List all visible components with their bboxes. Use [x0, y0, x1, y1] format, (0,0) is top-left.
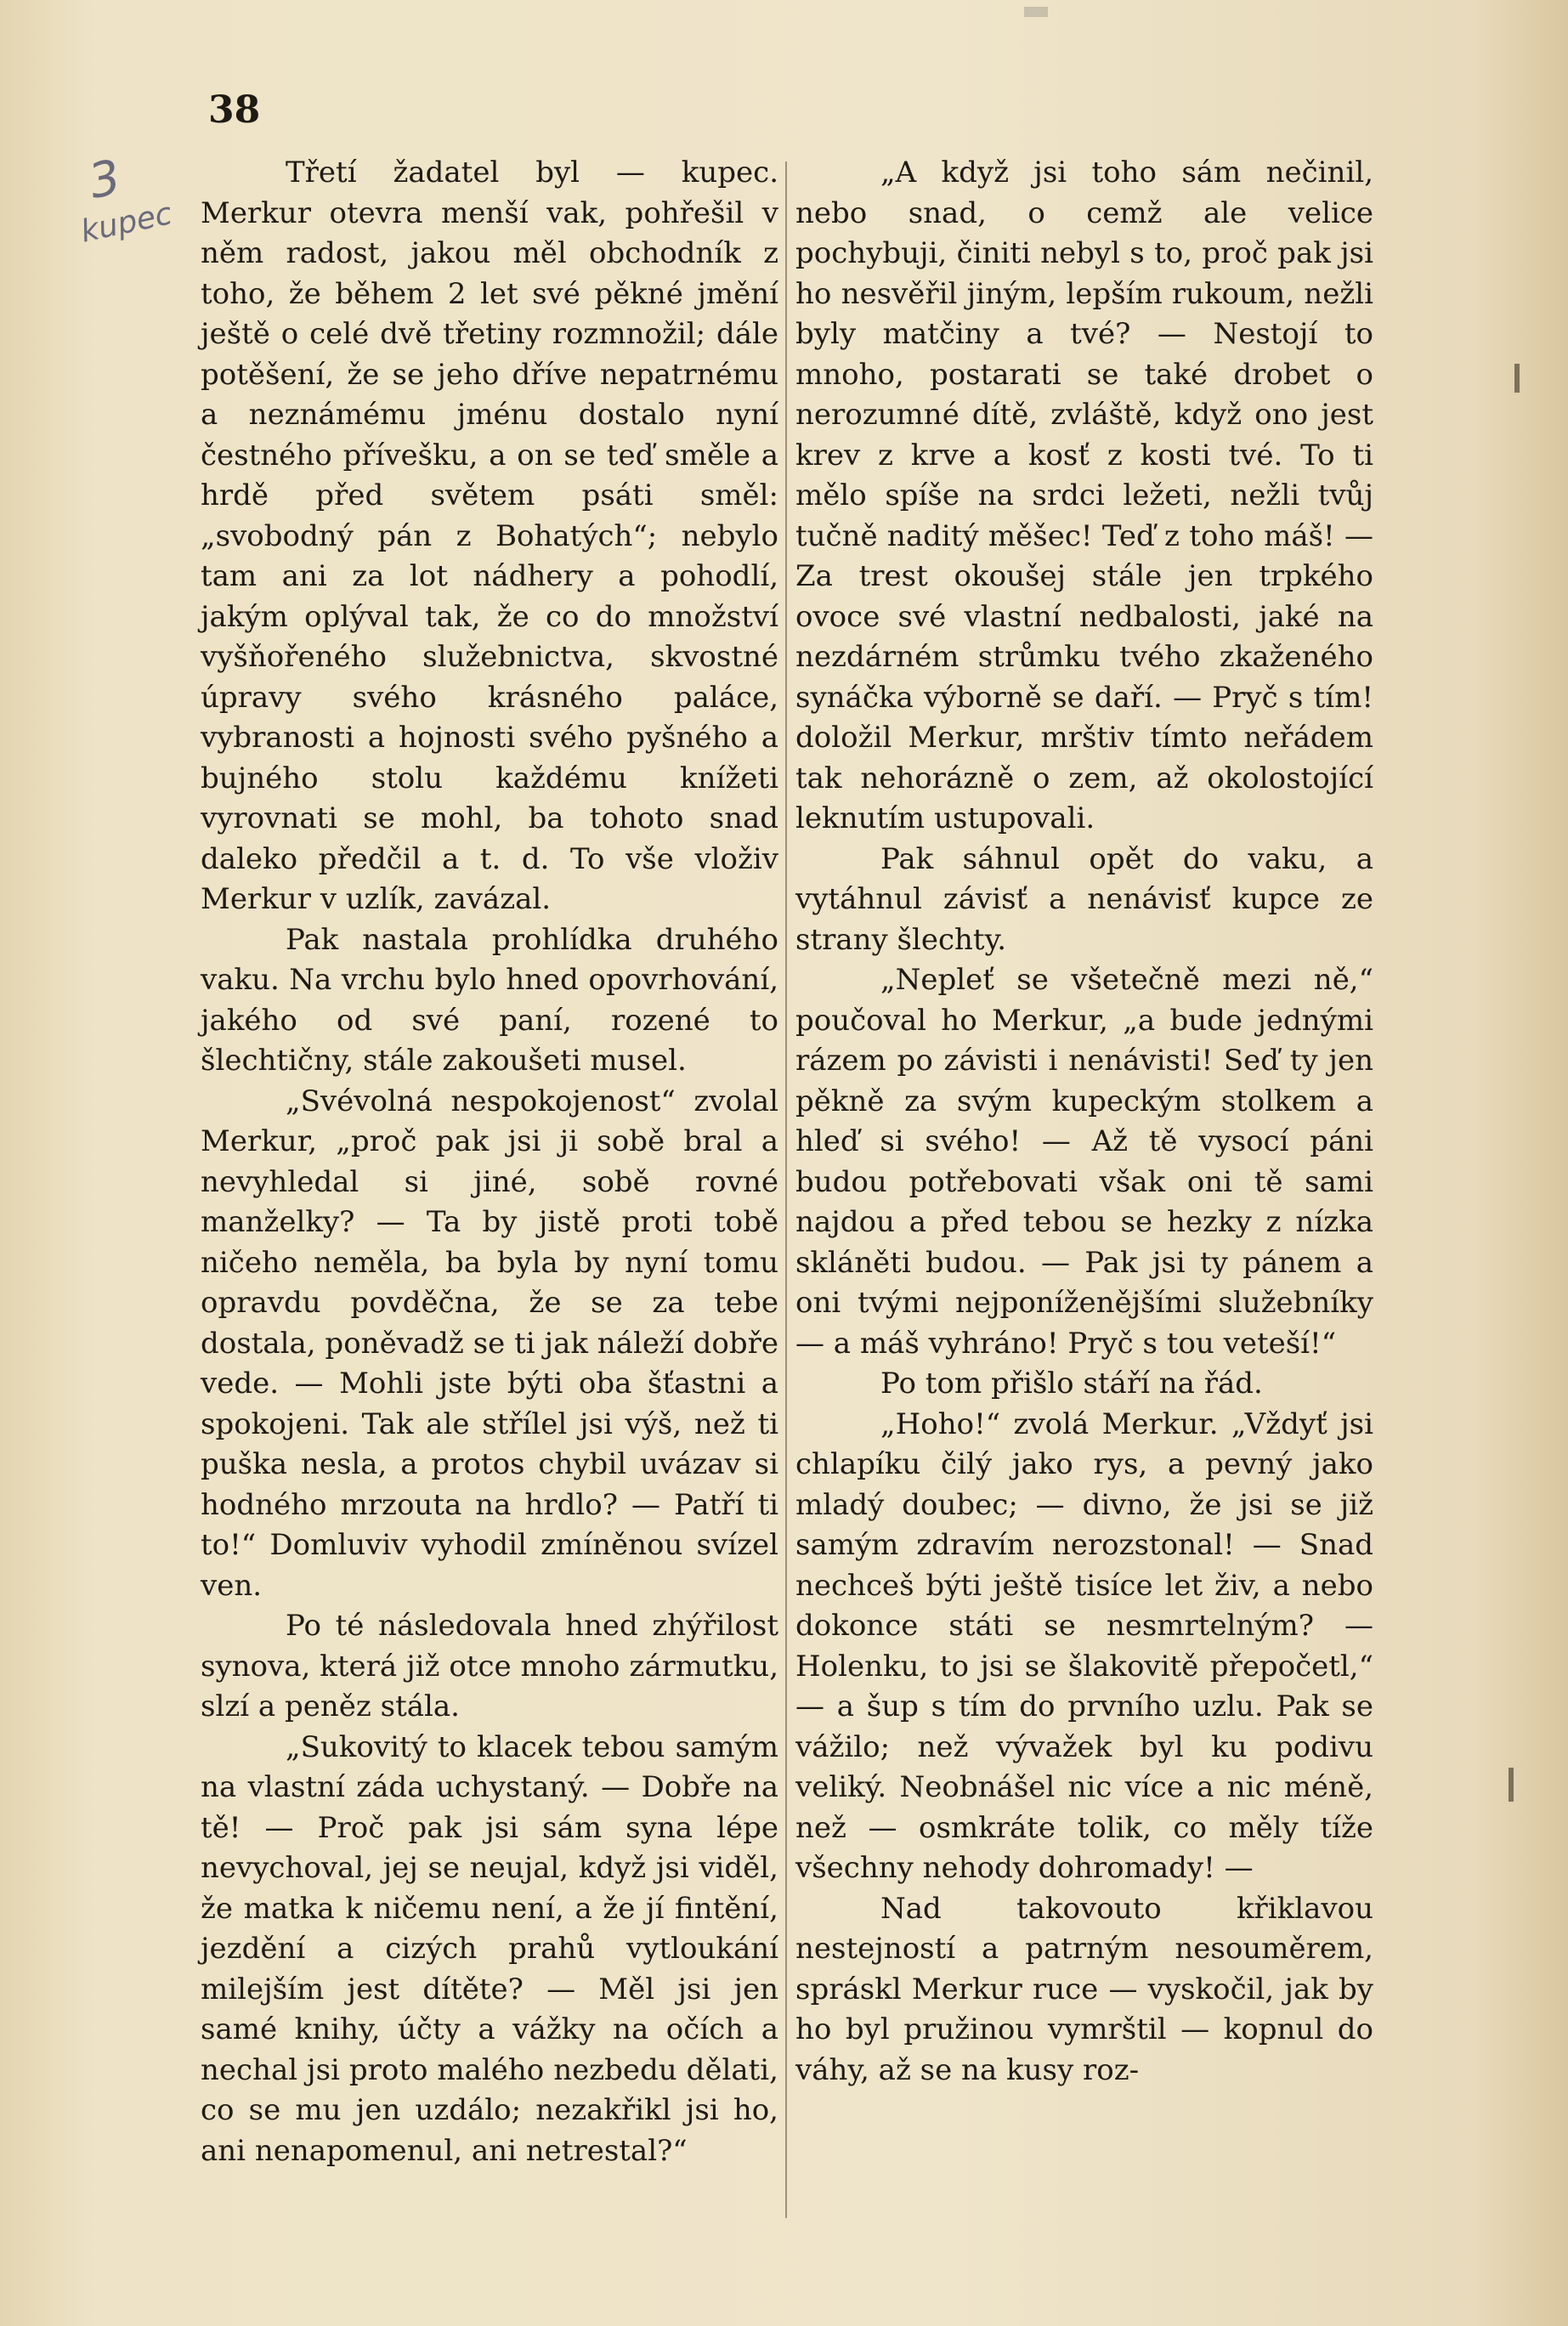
- right-text-column: [795, 153, 1373, 2091]
- margin-note-word: kupec: [77, 195, 176, 250]
- paragraph: Nad takovouto křiklavou nestejností a patrným nesouměrem, spráskl Merkur ruce — vyskočil, jak by ho byl pružinou vymrštil — kopnul do váhy, až se na kusy roz-: [795, 1891, 1373, 2087]
- paragraph: „Nepleť se všetečně mezi ně,“ poučoval ho Merkur, „a bude jednými rázem po závisti i nenávisti! Seď ty jen pěkně za svým kupeckým stolkem a hleď si svého! — Až tě vysocí páni budou potřebovati však oni tě sami najdou a před tebou se hezky z nízka skláněti budou. — Pak jsi ty pánem a oni tvými nejponíženějšími služebníky — a máš vyhráno! Pryč s tou veteší!“: [795, 963, 1373, 1361]
- margin-note-number: 3: [84, 150, 126, 211]
- left-text-column: [201, 153, 778, 2171]
- edge-ink-mark: [1514, 364, 1520, 393]
- paragraph: „A když jsi toho sám nečinil, nebo snad, o cemž ale velice pochybuji, činiti nebyl s to, proč pak jsi ho nesvěřil jiným, lepším rukoum, nežli byly matčiny a tvé? — Nestojí to mnoho, postarati se také drobet o nerozumné dítě, zvláště, když ono jest krev z krve a kosť z kosti tvé. To ti mělo spíše na srdci ležeti, nežli tvůj tučně naditý měšec! Teď z toho máš! — Za trest okoušej stále jen trpkého ovoce své vlastní nedbalosti, jaké na nezdárném strůmku tvého zkaženého synáčka výborně se daří. — Pryč s tím! doložil Merkur, mrštiv tímto neřádem tak nehorázně o zem, až okolostojící leknutím ustupovali.: [795, 156, 1373, 835]
- library-stamp-mark: [1024, 7, 1048, 17]
- paragraph: Po té následovala hned zhýřilost synova, která již otce mnoho zármutku, slzí a peněz stála.: [201, 1609, 778, 1723]
- paragraph: Po tom přišlo stáří na řád.: [880, 1367, 1263, 1401]
- paragraph: Pak sáhnul opět do vaku, a vytáhnul závisť a nenávisť kupce ze strany šlechty.: [795, 841, 1373, 957]
- page-number: 38: [208, 88, 261, 132]
- paragraph: „Sukovitý to klacek tebou samým na vlastní záda uchystaný. — Dobře na tě! — Proč pak jsi sám syna lépe nevychoval, jej se neujal, když jsi viděl, že matka k ničemu není, a že jí fintění, jezdění a cizých prahů vytloukání milejším jest dítěte? — Měl jsi jen samé knihy, účty a vážky na očích a nechal jsi proto malého nezbedu dělati, co se mu jen uzdálo; nezakřikl jsi ho, ani nenapomenul, ani netrestal?“: [201, 1729, 778, 2168]
- paragraph: „Hoho!“ zvolá Merkur. „Vždyť jsi chlapíku čilý jako rys, a pevný jako mladý doubec; — divno, že jsi se již samým zdravím nerozstonal! — Snad nechceš býti ještě tisíce let živ, a nebo dokonce státi se nesmrtelným? — Holenku, to jsi se šlakovitě přepočetl,“ — a šup s tím do prvního uzlu. Pak se vážilo; než vývažek byl ku podivu veliký. Neobnášel nic více a nic méně, než — osmkráte tolik, co měly tíže všechny nehody dohromady! —: [795, 1406, 1373, 1885]
- handwritten-margin-note: [66, 142, 175, 248]
- paragraph: Třetí žadatel byl — kupec. Merkur otevra menší vak, pohřešil v něm radost, jakou měl obchodník z toho, že během 2 let své pěkné jmění ještě o celé dvě třetiny rozmnožil; dále potěšení, že se jeho dříve nepatrnému a neznámému jménu dostalo nyní čestného přívešku, a on se teď směle a hrdě před světem psáti směl: „svobodný pán z Bohatých“; nebylo tam ani za lot nádhery a pohodlí, jakým oplýval tak, že co do množství vyšňořeného služebnictva, skvostné úpravy svého krásného paláce, vybranosti a hojnosti svého pyšného a bujného stolu každému knížeti vyrovnati se mohl, ba tohoto snad daleko předčil a t. d. To vše vloživ Merkur v uzlík, zavázal.: [201, 156, 778, 916]
- paragraph: Pak nastala prohlídka druhého vaku. Na vrchu bylo hned opovrhování, jakého od své paní, rozené to šlechtičny, stále zakoušeti musel.: [201, 922, 778, 1078]
- edge-ink-mark: [1509, 1768, 1514, 1802]
- paragraph: „Svévolná nespokojenost“ zvolal Merkur, „proč pak jsi ji sobě bral a nevyhledal si jiné, sobě rovné manželky? — Ta by jistě proti tobě ničeho neměla, ba byla by nyní tomu opravdu povděčna, že se za tebe dostala, poněvadž se ti jak náleží dobře vede. — Mohli jste býti oba šťastni a spokojeni. Tak ale střílel jsi výš, než ti puška nesla, a protos chybil uvázav si hodného mrzouta na hrdlo? — Patří ti to!“ Domluviv vyhodil zmíněnou svízel ven.: [201, 1084, 778, 1603]
- column-divider: [785, 161, 787, 2218]
